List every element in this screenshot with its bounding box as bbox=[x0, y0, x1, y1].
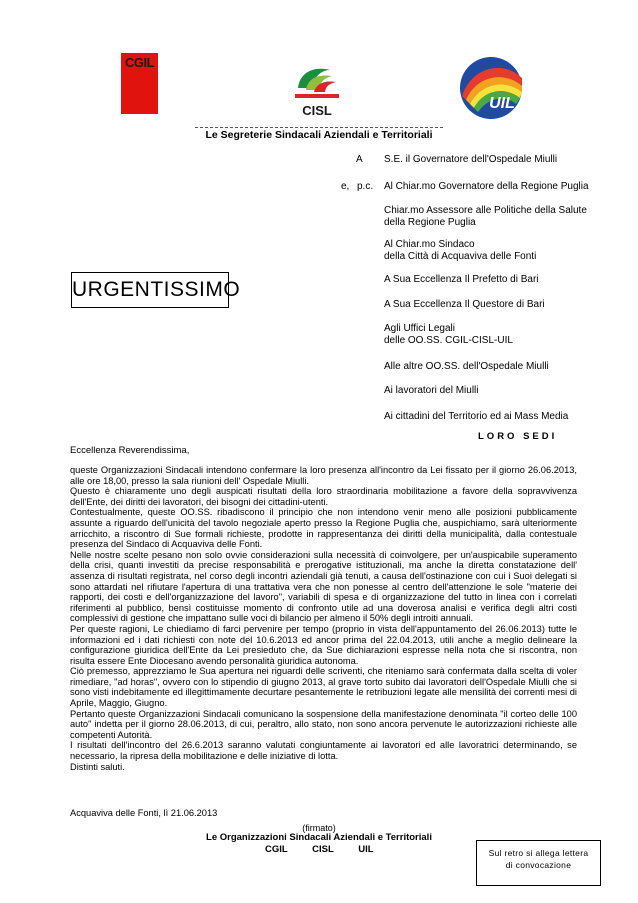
signature-unions: CGIL CISL UIL bbox=[265, 844, 374, 855]
recipient-line: S.E. il Governatore dell'Ospedale Miulli bbox=[384, 154, 558, 165]
recipient-line: Al Chiar.mo Sindaco bbox=[384, 239, 475, 250]
loro-sedi: LORO SEDI bbox=[478, 431, 558, 442]
signature-firmato: (firmato) bbox=[302, 823, 336, 833]
recipient-label-a: A bbox=[356, 154, 363, 165]
recipient-line: A Sua Eccellenza Il Prefetto di Bari bbox=[384, 274, 539, 285]
body-paragraph: Distinti saluti. bbox=[70, 761, 125, 772]
body-paragraph: Per queste ragioni, Le chiediamo di farci pervenire per tempo (proprio in vista dell'appuntamento del 26.06.2013) tutte le informazioni ed i dati richiesti con note del 10.6.2013 ed ancor prima del 22.04.2013, utili anche a meglio delineare la configurazione giuridica dell'Ente da Lei presieduto che, da Sue dichiarazioni espresse nella nota che si riscontra, non risulta essere Ente Diocesano avendo personalità giuridica autonoma. bbox=[70, 623, 577, 666]
body-paragraph: Ciò premesso, apprezziamo le Sua apertura nei riguardi delle scriventi, che riteniamo sarà confermata dalla scelta di voler rimediare, "ad horas", ovvero con lo stipendio di giugno 2013, al grave torto subito dai lavoratori dell'Ospedale Miulli che si sono visti indebitamente ed illegittimamente decurtare pesantemente le retribuzioni legate alle mensilità dei correnti mesi di Aprile, Maggio, Giugno. bbox=[70, 666, 577, 709]
recipient-label-e: e, bbox=[341, 181, 350, 192]
uil-logo-icon bbox=[458, 56, 525, 121]
recipient-line: Ai lavoratori del Miulli bbox=[384, 385, 479, 396]
cisl-logo-text: CISL bbox=[302, 103, 332, 118]
cgil-logo bbox=[121, 53, 158, 114]
recipient-line: A Sua Eccellenza Il Questore di Bari bbox=[384, 299, 545, 310]
body-paragraph: queste Organizzazioni Sindacali intendono confermare la loro presenza all'incontro da Lei fissato per il giorno 26.06.2013, alle ore 18,00, presso la sala riunioni dell' Ospedale Miulli. bbox=[70, 465, 577, 486]
cisl-logo bbox=[292, 60, 342, 122]
urgent-stamp: URGENTISSIMO bbox=[71, 272, 229, 308]
place-date: Acquaviva delle Fonti, lì 21.06.2013 bbox=[70, 808, 218, 818]
signature-organizations: Le Organizzazioni Sindacali Aziendali e Territoriali bbox=[206, 832, 432, 843]
letter-body bbox=[70, 465, 577, 772]
uil-logo-text: UIL bbox=[489, 95, 515, 112]
body-paragraph: Nelle nostre scelte pesano non solo ovvie considerazioni sulla necessità di coinvolgere, per un'auspicabile superamento della crisi, quanti investiti da precise responsabilità e prerogative istituzionali, ma anche la diretta constatazione dell' assenza di risultati registrata, nel corso degli incontri aziendali già tenuti, a causa dell'ostinazione con cui i Suoi delegati si sono attardati nel rifiutare l'apertura di una trattativa vera che non ponesse al centro dell'attenzione le sole "materie dei rapporti, dei costi e dell'organizzazione del lavoro", variabili di spesa e di organizzazione del tutto in linea con i correlati riferimenti al pubblico, bensì costituisse momento di confronto utile ad una doverosa analisi e verifica degli altri costi complessivi di gestione che impattano sulle voci di bilancio per almeno il 50% degli introiti annuali. bbox=[70, 549, 577, 624]
recipient-line: Al Chiar.mo Governatore della Regione Puglia bbox=[384, 181, 589, 192]
uil-logo bbox=[458, 56, 525, 121]
recipient-line: delle OO.SS. CGIL-CISL-UIL bbox=[384, 335, 513, 346]
attachment-note bbox=[476, 840, 601, 886]
cisl-logo-icon bbox=[292, 60, 342, 122]
recipient-line: della Regione Puglia bbox=[384, 217, 476, 228]
recipient-line: Chiar.mo Assessore alle Politiche della Salute bbox=[384, 205, 587, 216]
body-paragraph: Pertanto queste Organizzazioni Sindacali comunicano la sospensione della manifestazione denominata "il corteo delle 100 auto" indetta per il giorno 28.06.2013, di cui, peraltro, allo stato, non sono ancora pervenute le autorizzazioni richieste alle competenti Autorità. bbox=[70, 708, 577, 740]
body-paragraph: Contestualmente, queste OO.SS. ribadiscono il principio che non intendono venir meno alle posizioni pubblicamente assunte a riguardo dell'unicità del tavolo negoziale aperto presso la Regione Puglia che, auspichiamo, sarà ulteriormente arricchito, a riscontro di Sue formali richieste, prodotte in rappresentanza dei diritti della municipalità, dalla contestuale presenza del Sindaco di Acquaviva delle Fonti. bbox=[70, 507, 577, 550]
attachment-note-line: di convocazione bbox=[505, 860, 572, 870]
header-title: Le Segreterie Sindacali Aziendali e Territoriali bbox=[205, 129, 433, 141]
recipient-line: Ai cittadini del Territorio ed ai Mass Media bbox=[384, 411, 569, 422]
recipient-line: Alle altre OO.SS. dell'Ospedale Miulli bbox=[384, 361, 549, 372]
header-rule bbox=[195, 127, 443, 128]
recipient-line: della Città di Acquaviva delle Fonti bbox=[384, 251, 537, 262]
recipient-label-pc: p.c. bbox=[357, 181, 374, 192]
body-paragraph: Questo è chiaramente uno degli auspicati risultati della loro straordinaria mobilitazione a favore della sopravvivenza dell'Ente, dei diritti dei lavoratori, dei bisogni dei cittadini-utenti. bbox=[70, 486, 577, 507]
body-paragraph: I risultati dell'incontro del 26.6.2013 saranno valutati congiuntamente ai lavoratori ed alle lavoratrici determinando, se necessario, la ripresa della mobilitazione e delle iniziative di lotta. bbox=[70, 740, 577, 762]
salutation: Eccellenza Reverendissima, bbox=[70, 445, 190, 456]
cgil-logo-text: CGIL bbox=[121, 55, 158, 70]
attachment-note-line: Sul retro si allega lettera bbox=[488, 848, 589, 858]
recipient-line: Agli Uffici Legali bbox=[384, 323, 455, 334]
